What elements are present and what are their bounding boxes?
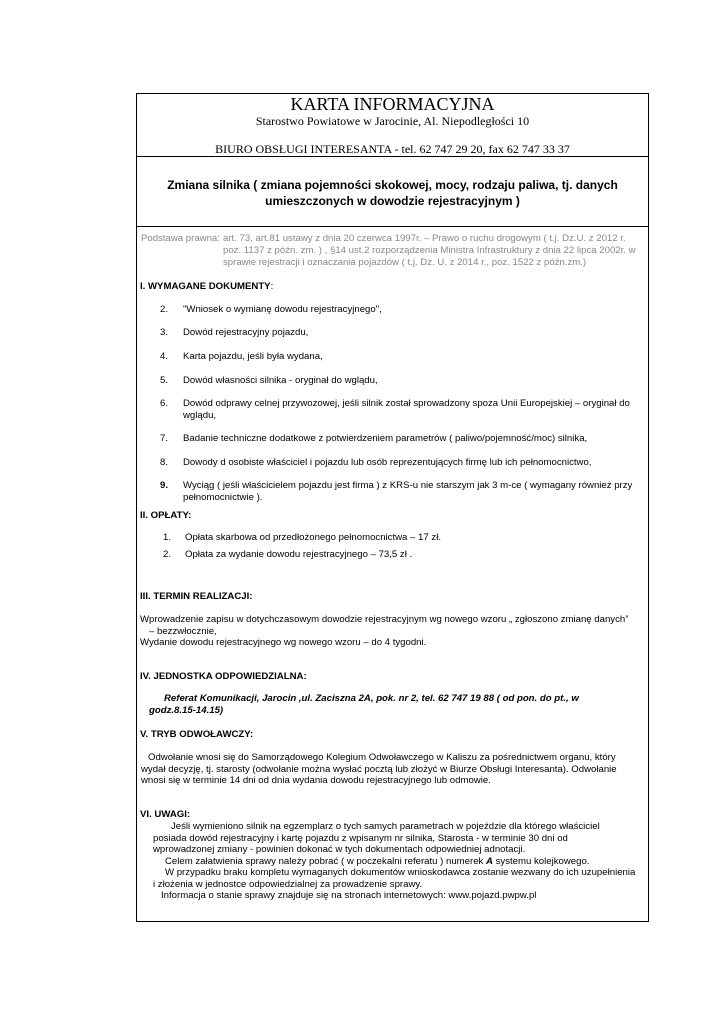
document-title: KARTA INFORMACYJNA bbox=[290, 94, 495, 114]
section-required-docs-colon: : bbox=[270, 281, 274, 292]
notes-line5: W przypadku braku kompletu wymaganych dokumentów wnioskodawca zostanie wezwany do ich uzupełnienia bbox=[165, 867, 636, 878]
list-item-text: Wyciąg ( jeśli właścicielem pojazdu jest firma ) z KRS-u nie starszym jak 3 m-ce ( wymagany również przy pełnomocnictwie ). bbox=[183, 480, 633, 503]
notes-text bbox=[153, 821, 645, 902]
legal-basis-line2: poz. 1137 z późn. zm. ) , §14 ust.2 rozporządzenia Ministra Infrastruktury z dnia 22 lipca 2002r. w bbox=[223, 245, 636, 256]
list-item-number: 4. bbox=[160, 351, 169, 362]
list-item-text: Dowód odprawy celnej przywozowej, jeśli silnik został sprowadzony spoza Unii Europejskiej – oryginał do wglądu, bbox=[183, 398, 630, 421]
list-item-text: Dowód rejestracyjny pojazdu, bbox=[183, 327, 309, 338]
case-heading bbox=[150, 177, 635, 209]
contact-line: BIURO OBSŁUGI INTERESANTA - tel. 62 747 29 20, fax 62 747 33 37 bbox=[215, 142, 570, 156]
appeal-line2: wydał decyzję, tj. starosty (odwołanie można wysłać pocztą lub złożyć w Biurze Obsługi Interesanta). Odwołanie bbox=[141, 763, 617, 775]
list-item-number: 5. bbox=[160, 375, 169, 386]
list-item-number: 3. bbox=[160, 327, 169, 338]
notes-line4-end: systemu kolejkowego. bbox=[492, 855, 590, 867]
case-heading-line2: umieszczonych w dowodzie rejestracyjnym ) bbox=[265, 194, 520, 208]
responsible-unit bbox=[149, 693, 645, 716]
list-item-number: 2. bbox=[160, 304, 169, 315]
deadline-text bbox=[140, 614, 645, 649]
responsible-unit-line2: godz.8.15-14.15) bbox=[149, 704, 224, 716]
legal-basis-line1: art. 73, art.81 ustawy z dnia 20 czerwca 1997r. – Prawo o ruchu drogowym ( t.j. Dz.U. z 2012 r. bbox=[223, 233, 626, 244]
divider-heading bbox=[136, 226, 649, 227]
deadline-line1: Wprowadzenie zapisu w dotychczasowym dowodzie rejestracyjnym wg nowego wzoru „ zgłoszono zmianę danych” bbox=[140, 614, 629, 625]
list-item-number: 6. bbox=[160, 398, 169, 409]
legal-basis bbox=[141, 233, 646, 269]
document-frame bbox=[136, 93, 649, 922]
section-unit-title: IV. JEDNOSTKA ODPOWIEDZIALNA: bbox=[140, 671, 307, 682]
section-required-docs-title-text: I. WYMAGANE DOKUMENTY bbox=[140, 281, 271, 292]
fee-item-number: 1. bbox=[163, 532, 172, 543]
deadline-line3: Wydanie dowodu rejestracyjnego wg nowego wzoru – do 4 tygodni. bbox=[140, 637, 427, 648]
fee-item-number: 2. bbox=[163, 549, 172, 560]
list-item-number: 7. bbox=[160, 433, 169, 444]
notes-line2: posiada dowód rejestracyjny i kartę pojazdu z wpisanym nr silnika, Starosta - w terminie 30 dni od bbox=[153, 832, 568, 844]
section-appeal-title: V. TRYB ODWOŁAWCZY: bbox=[140, 729, 254, 740]
notes-line4 bbox=[153, 856, 645, 868]
legal-basis-label: Podstawa prawna: bbox=[141, 233, 220, 244]
case-heading-line1: Zmiana silnika ( zmiana pojemności skokowej, mocy, rodzaju paliwa, tj. danych bbox=[167, 178, 618, 192]
section-fees-title: II. OPŁATY: bbox=[140, 510, 192, 521]
legal-basis-line3: sprawie rejestracji i oznaczania pojazdów ( t.j. Dz. U. z 2014 r., poz. 1522 z późn.zm.) bbox=[223, 257, 587, 268]
deadline-line2: – bezzwłocznie, bbox=[149, 625, 217, 637]
notes-line7: Informacja o stanie sprawy znajduje się na stronach internetowych: www.pojazd.pwpw.pl bbox=[161, 890, 537, 901]
list-item-text: Dowody d osobiste właściciel i pojazdu lub osób reprezentujących firmę lub ich pełnomocnictwo, bbox=[183, 457, 592, 468]
list-item-text: Dowód własności silnika - oryginał do wglądu, bbox=[183, 375, 378, 386]
list-item-number: 9. bbox=[160, 480, 169, 491]
appeal-text bbox=[141, 752, 646, 787]
queue-letter: A bbox=[486, 855, 493, 867]
list-item-text: Karta pojazdu, jeśli była wydana, bbox=[183, 351, 323, 362]
list-item-text: Badanie techniczne dodatkowe z potwierdzeniem parametrów ( paliwo/pojemność/moc) silnika, bbox=[183, 433, 588, 444]
fee-item-text: Opłata za wydanie dowodu rejestracyjnego – 73,5 zł . bbox=[185, 549, 413, 560]
office-address: Starostwo Powiatowe w Jarocinie, Al. Niepodległości 10 bbox=[255, 114, 530, 128]
responsible-unit-line1: Referat Komunikacji, Jarocin ,ul. Zaciszna 2A, pok. nr 2, tel. 62 747 19 88 ( od pon. do pt., w bbox=[164, 693, 579, 704]
list-item-text: "Wniosek o wymianę dowodu rejestracyjnego", bbox=[183, 304, 382, 315]
appeal-line1: Odwołanie wnosi się do Samorządowego Kolegium Odwoławczego w Kaliszu za pośrednictwem organu, który bbox=[148, 752, 616, 763]
section-required-docs-title bbox=[140, 281, 273, 292]
section-deadline-title: III. TERMIN REALIZACJI: bbox=[140, 591, 253, 602]
fee-item-text: Opłata skarbowa od przedłożonego pełnomocnictwa – 17 zł. bbox=[185, 532, 441, 543]
notes-line3: wprowadzonej zmiany - powinien dokonać w tych dokumentach odpowiedniej adnotacji. bbox=[153, 844, 526, 855]
appeal-line3: wnosi się w terminie 14 dni od dnia wydania dowodu rejestracyjnego lub odmowie. bbox=[141, 775, 491, 786]
notes-line4-text: Celem załatwienia sprawy należy pobrać ( w poczekalni referatu ) numerek bbox=[165, 855, 486, 867]
notes-line6: i złożenia w jednostce odpowiedzialnej za prowadzenie sprawy. bbox=[153, 878, 423, 890]
notes-line1: Jeśli wymieniono silnik na egzemplarz o tych samych parametrach w pojeździe dla którego właściciel bbox=[171, 821, 600, 832]
list-item-number: 8. bbox=[160, 457, 169, 468]
section-notes-title: VI. UWAGI: bbox=[140, 809, 191, 820]
